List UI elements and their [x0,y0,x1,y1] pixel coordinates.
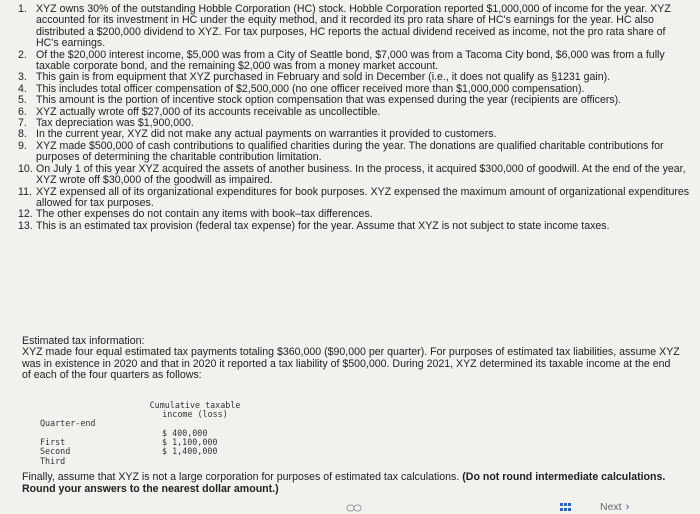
note-item: 7. Tax depreciation was $1,900,000. [18,117,194,130]
table-row: Second $ 1,400,000 [40,446,218,457]
grid-icon[interactable] [560,503,574,512]
note-item: 13. This is an estimated tax provision (federal tax expense) for the year. Assume that XYZ is not subject to state income taxes. [18,219,610,232]
note-item: 3. This gain is from equipment that XYZ purchased in February and sold in December (i.e., it does not qualify as §1231 gain). [18,71,611,84]
next-button[interactable] [600,500,629,514]
table-row: Third [40,455,66,466]
table-header-quarter: Quarter-end [40,418,96,428]
table-body [40,429,260,466]
link-icon[interactable] [346,504,362,512]
estimated-tax-text: XYZ made four equal estimated tax payments totaling $360,000 ($90,000 per quarter). For purposes of estimated tax liabilities, assume XYZ was in existence in 2020 and that in 2020 it reported a tax liability of $500,000. During 2021, XYZ determined its taxable income at the end of each of the four quarters as follows: [22,346,680,382]
note-item: 1. XYZ owns 30% of the outstanding Hobble Corporation (HC) stock. Hobble Corporation reported $1,000,000 of income for the year. XYZ accounted for its investment in HC under the equity method, and it recorded its pro rata share of HC's earnings for the year. HC also distributed a $200,000 dividend to XYZ. For tax purposes, HC reports the actual dividend received as income, not the pro rata share of HC's earnings. [18,3,671,50]
table-header-cumulative: Cumulative taxable income (loss) [149,400,241,420]
note-item: 11. XYZ expensed all of its organizational expenditures for book purposes. XYZ expensed the maximum amount of organizational expenditures allowed for tax purposes. [18,185,690,209]
table-row: First $ 1,100,000 [40,437,218,448]
bottom-navigation [0,500,700,514]
notes-list [18,4,690,232]
next-label: Next [600,501,622,513]
final-instructions: Finally, assume that XYZ is not a large corporation for purposes of estimated tax calculations. (Do not round intermediate calculations. Round your answers to the nearest dollar amount.) [22,471,666,495]
rounding-instructions: (Do not round intermediate calculations. Round your answers to the nearest dollar amount.) [22,471,666,495]
note-item: 6. XYZ actually wrote off $27,000 of its accounts receivable as uncollectible. [18,105,381,118]
note-item: 4. This includes total officer compensation of $2,500,000 (no one officer received more than $1,000,000 compensation). [18,82,585,95]
note-item: 8. In the current year, XYZ did not make any actual payments on warranties it provided to customers. [18,128,497,141]
chevron-right-icon: › [625,501,630,513]
estimated-tax-heading: Estimated tax information: [22,335,145,347]
table-row: $ 400,000 [162,428,208,438]
note-item: 5. This amount is the portion of incentive stock option compensation that was expensed during the year (recipients are officers). [18,94,622,107]
note-item: 2. Of the $20,000 interest income, $5,000 was from a City of Seattle bond, $7,000 was from a Tacoma City bond, $6,000 was from a fully taxable corporate bond, and the remaining $2,000 was from a money market account. [18,48,665,73]
note-item: 9. XYZ made $500,000 of cash contributions to qualified charities during the year. The donations are qualified charitable contributions for purposes of determining the charitable contribution limitation. [18,139,664,164]
note-item: 10. On July 1 of this year XYZ acquired the assets of another business. In the process, it acquired $300,000 of goodwill. At the end of the year, XYZ wrote off $30,000 of the goodwill as impaired. [18,162,686,187]
note-item: 12. The other expenses do not contain any items with book–tax differences. [18,208,373,221]
